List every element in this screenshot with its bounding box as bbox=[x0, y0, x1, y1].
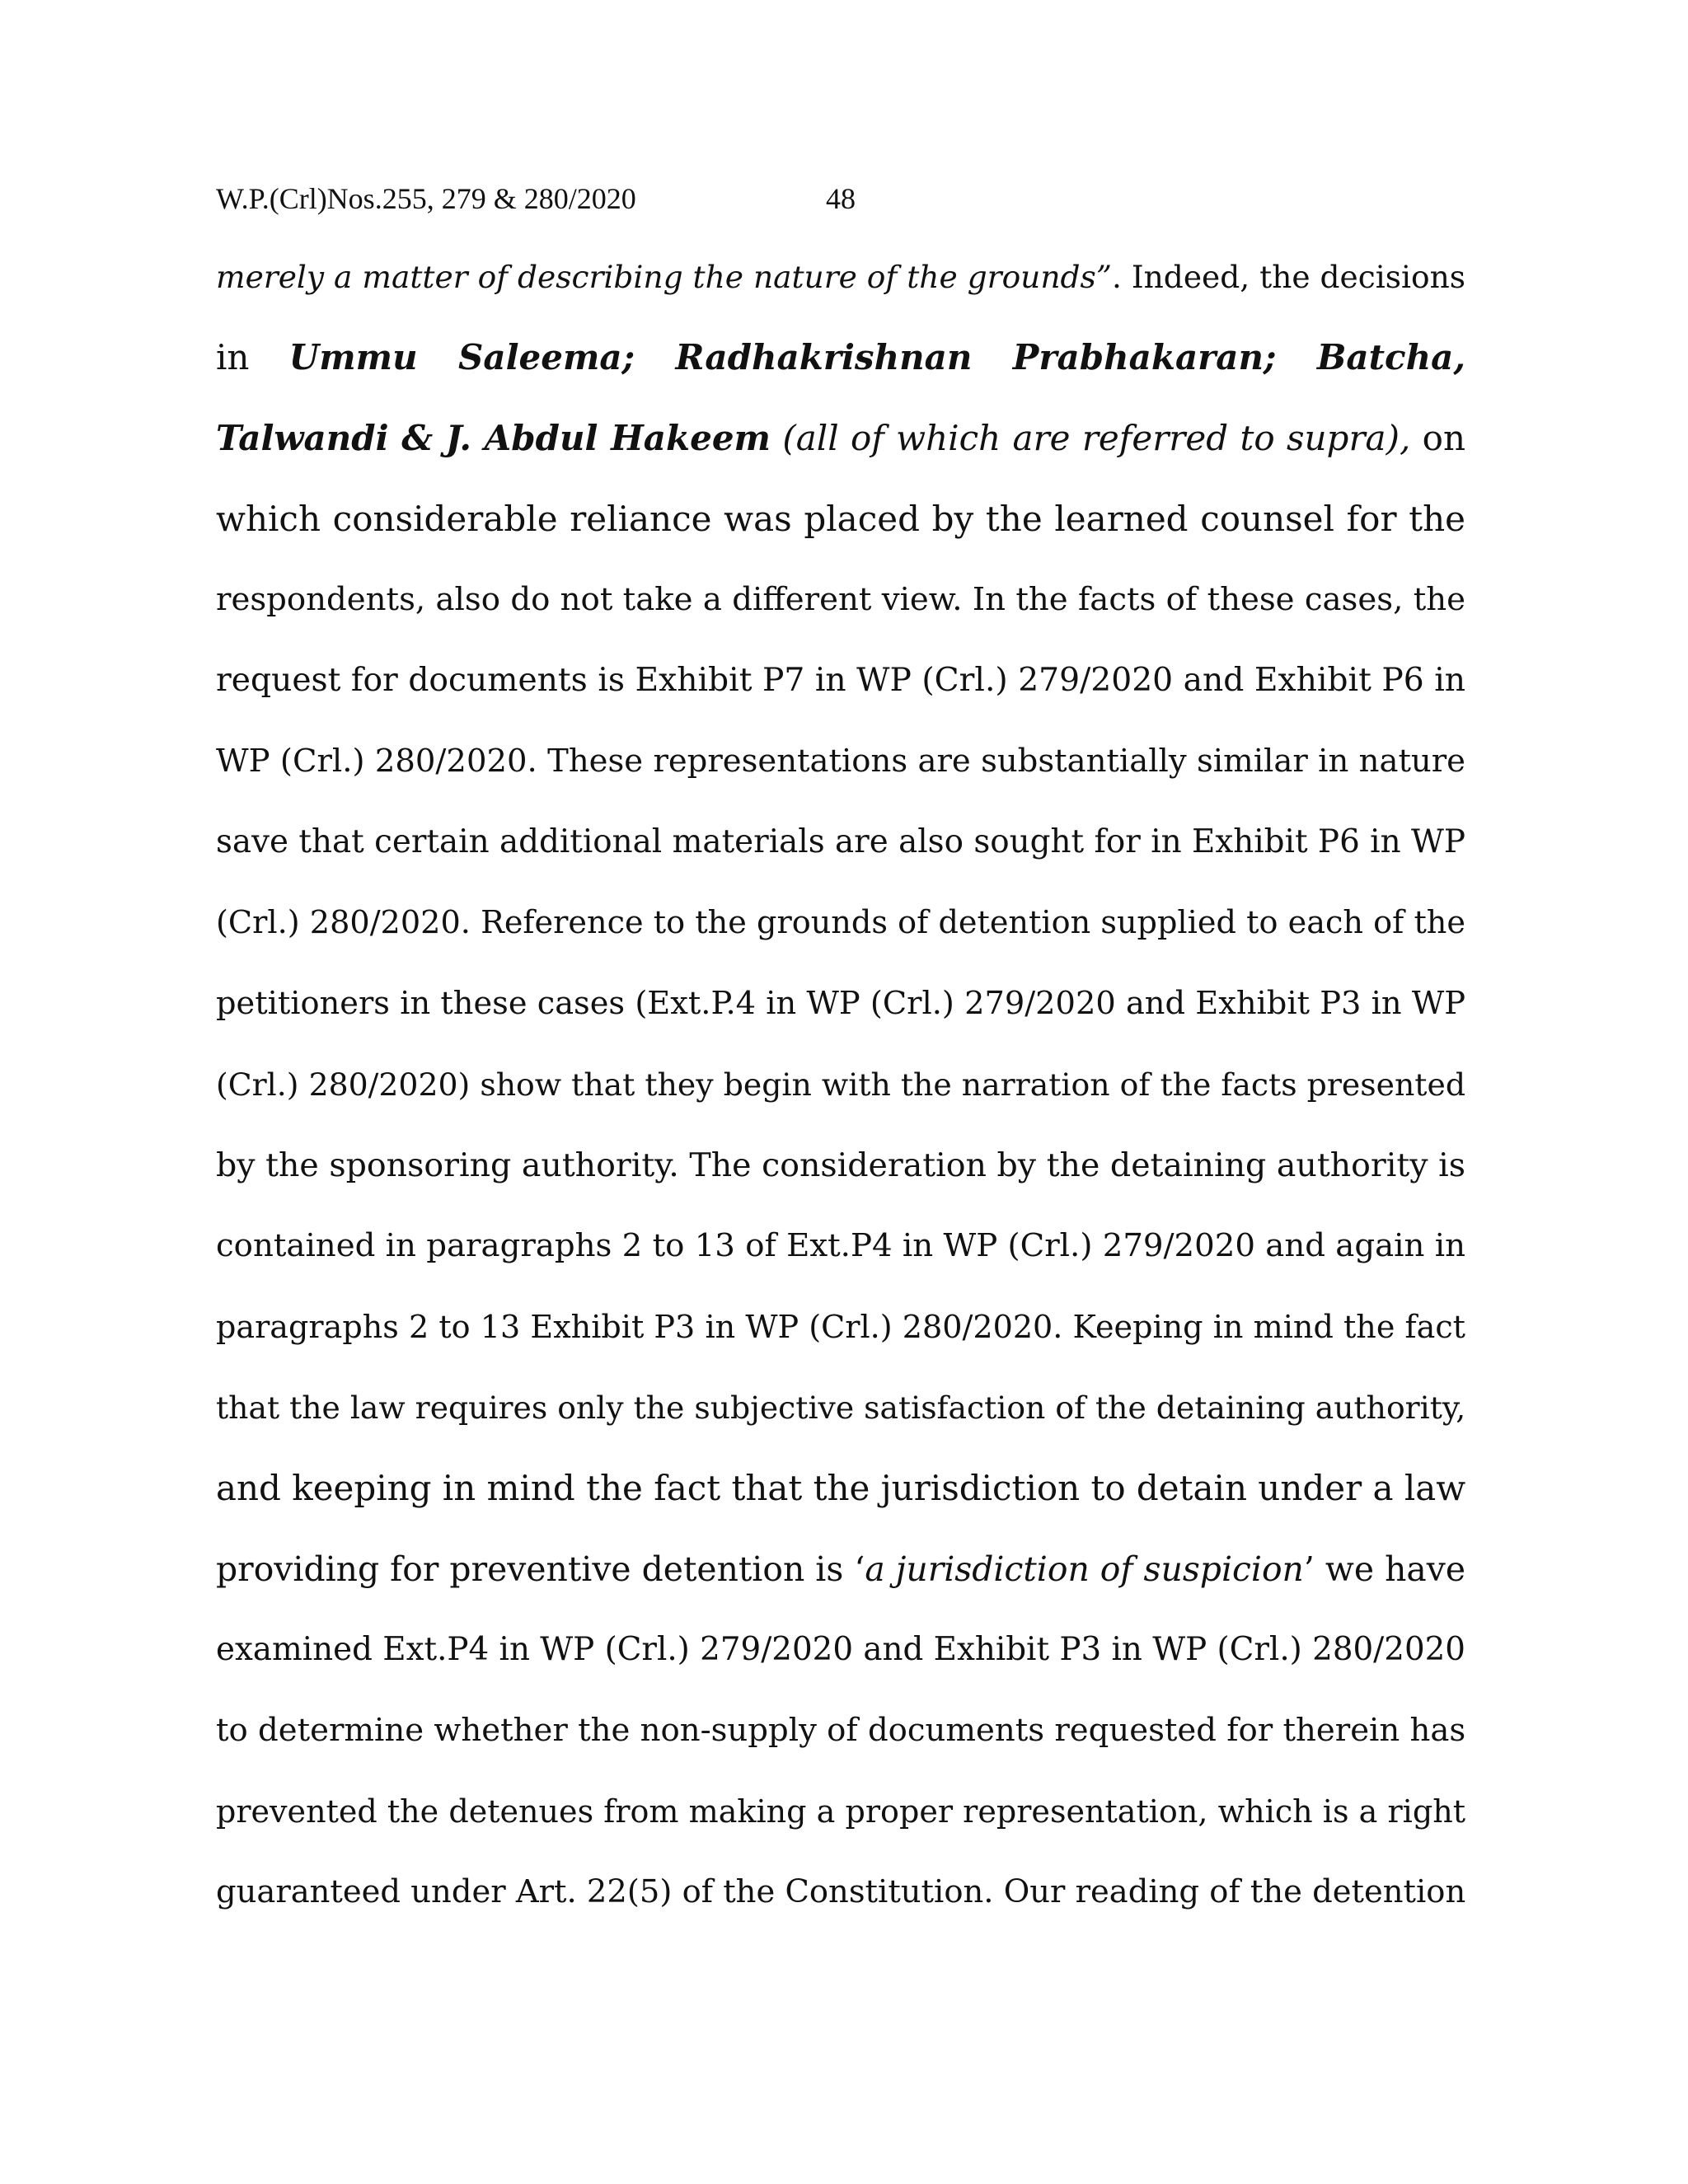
text-segment: guaranteed under Art. 22(5) of the Constitution. Our reading of the detention bbox=[216, 1873, 1466, 1910]
text-line bbox=[216, 1620, 1465, 1701]
italic-text: a jurisdiction of suspicion bbox=[865, 1549, 1304, 1589]
text-line bbox=[216, 732, 1465, 813]
text-line bbox=[216, 247, 1465, 328]
text-segment: providing for preventive detention is ‘ bbox=[216, 1549, 865, 1589]
text-line bbox=[216, 409, 1465, 490]
text-segment: and keeping in mind the fact that the jurisdiction to detain under a law bbox=[216, 1468, 1466, 1508]
text-line bbox=[216, 974, 1465, 1055]
case-name-text: Talwandi & J. Abdul Hakeem bbox=[216, 418, 771, 458]
text-line bbox=[216, 1136, 1465, 1216]
text-segment: petitioners in these cases (Ext.P.4 in WP (Crl.) 279/2020 and Exhibit P3 in WP bbox=[216, 985, 1465, 1022]
text-segment: request for documents is Exhibit P7 in WP (Crl.) 279/2020 and Exhibit P6 in bbox=[216, 662, 1465, 699]
text-line bbox=[216, 1297, 1465, 1378]
text-segment: respondents, also do not take a different view. In the facts of these cases, the bbox=[216, 581, 1465, 618]
text-line bbox=[216, 570, 1465, 651]
text-line bbox=[216, 1701, 1465, 1782]
text-line bbox=[216, 651, 1465, 732]
text-segment: in bbox=[216, 337, 289, 377]
page-number: 48 bbox=[826, 182, 856, 215]
text-line bbox=[216, 813, 1465, 893]
text-line bbox=[216, 1459, 1465, 1540]
text-line bbox=[216, 328, 1465, 409]
text-segment: on bbox=[1410, 418, 1466, 458]
text-segment: ’ we have bbox=[1303, 1549, 1466, 1589]
case-number: W.P.(Crl)Nos.255, 279 & 280/2020 bbox=[216, 182, 636, 215]
text-segment: (Crl.) 280/2020) show that they begin with the narration of the facts presented bbox=[216, 1066, 1465, 1103]
text-segment: examined Ext.P4 in WP (Crl.) 279/2020 and Exhibit P3 in WP (Crl.) 280/2020 bbox=[216, 1631, 1465, 1668]
text-segment: contained in paragraphs 2 to 13 of Ext.P4 in WP (Crl.) 279/2020 and again in bbox=[216, 1227, 1465, 1264]
text-segment: that the law requires only the subjective satisfaction of the detaining authority, bbox=[216, 1390, 1466, 1426]
italic-text: (all of which are referred to supra), bbox=[770, 418, 1411, 458]
text-segment: prevented the detenues from making a proper representation, which is a right bbox=[216, 1793, 1465, 1830]
text-line bbox=[216, 1540, 1465, 1620]
text-segment: (Crl.) 280/2020. Reference to the grounds of detention supplied to each of the bbox=[216, 905, 1465, 941]
text-line bbox=[216, 1055, 1465, 1136]
text-segment: to determine whether the non-supply of documents requested for therein has bbox=[216, 1712, 1466, 1749]
text-segment: which considerable reliance was placed by the learned counsel for the bbox=[216, 499, 1465, 539]
text-line bbox=[216, 1782, 1465, 1863]
text-line bbox=[216, 1863, 1465, 1943]
text-segment: WP (Crl.) 280/2020. These representations are substantially similar in nature bbox=[216, 743, 1465, 780]
text-line bbox=[216, 490, 1465, 570]
text-segment: paragraphs 2 to 13 Exhibit P3 in WP (Crl.) 280/2020. Keeping in mind the fact bbox=[216, 1309, 1465, 1345]
text-line bbox=[216, 1216, 1465, 1297]
text-line bbox=[216, 1378, 1465, 1459]
text-segment: . Indeed, the decisions bbox=[1111, 259, 1465, 295]
judgment-body-text bbox=[216, 247, 1465, 1943]
page-header bbox=[216, 180, 1370, 218]
text-segment: save that certain additional materials are also sought for in Exhibit P6 in WP bbox=[216, 823, 1465, 860]
case-name-text: Ummu Saleema; Radhakrishnan Prabhakaran; Batcha, bbox=[288, 337, 1465, 377]
text-segment: by the sponsoring authority. The consideration by the detaining authority is bbox=[216, 1146, 1465, 1184]
text-line bbox=[216, 893, 1465, 974]
italic-text: merely a matter of describing the nature of the grounds” bbox=[216, 259, 1112, 295]
